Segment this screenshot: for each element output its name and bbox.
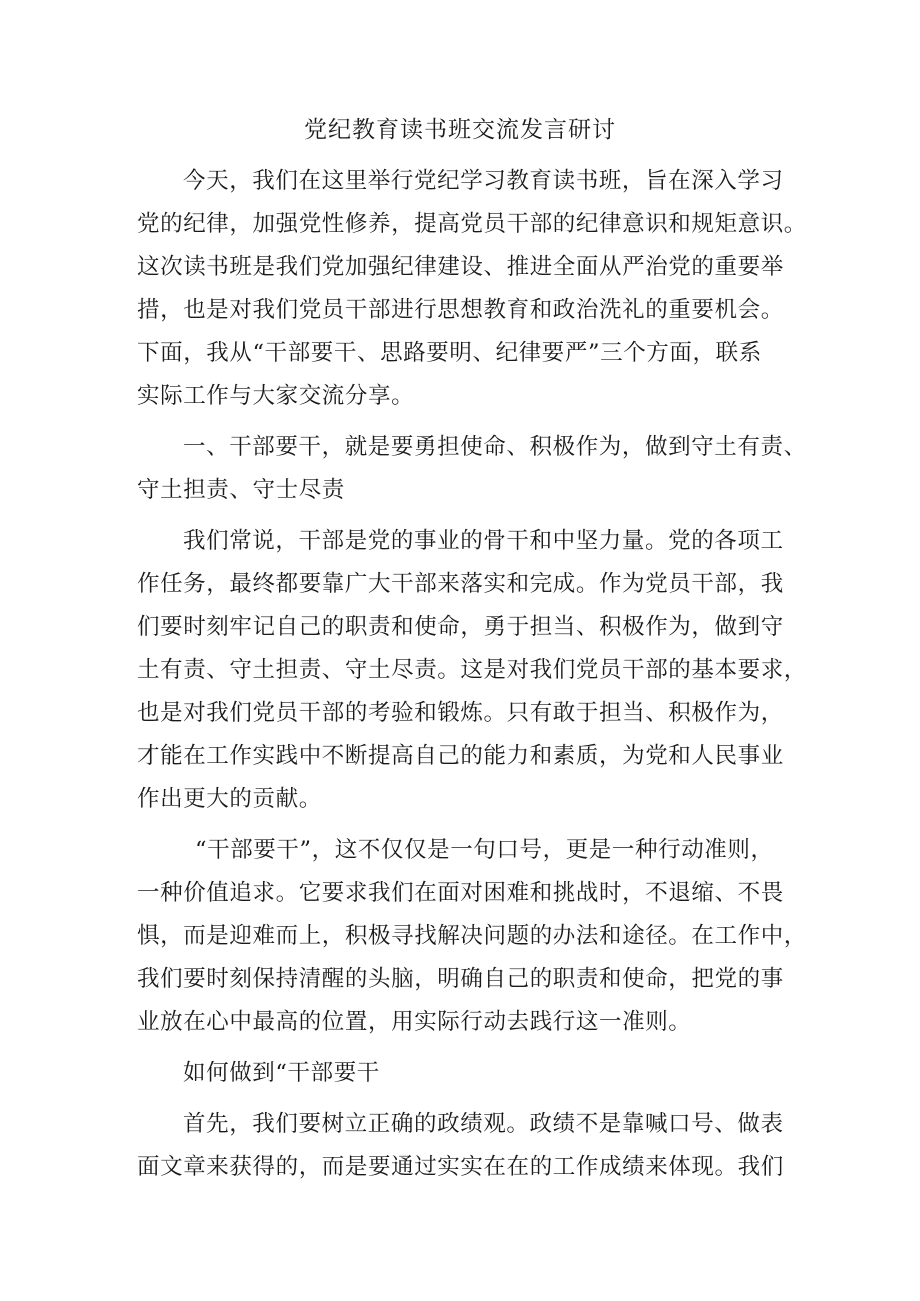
text-line: 党的纪律，加强党性修养，提高党员干部的纪律意识和规矩意识。 [137, 211, 807, 237]
text-line: 我们要时刻保持清醒的头脑，明确自己的职责和使命，把党的事 [137, 966, 784, 992]
text-line: 土有责、守土担责、守土尽责。这是对我们党员干部的基本要求， [137, 657, 807, 683]
text-line: 也是对我们党员干部的考验和锻炼。只有敢于担当、积极作为， [137, 700, 784, 726]
text-line: 们要时刻牢记自己的职责和使命，勇于担当、积极作为，做到守 [137, 614, 784, 640]
text-line: 实际工作与大家交流分享。 [137, 383, 415, 409]
text-line: 今天，我们在这里举行党纪学习教育读书班，旨在深入学习 [183, 168, 784, 194]
text-line: 作出更大的贡献。 [137, 786, 322, 812]
text-line: 才能在工作实践中不断提高自己的能力和素质，为党和人民事业 [137, 743, 784, 769]
document-title: 党纪教育读书班交流发言研讨 [304, 117, 616, 143]
text-line: 一种价值追求。它要求我们在面对困难和挑战时，不退缩、不畏 [137, 880, 784, 906]
text-line: 惧，而是迎难而上，积极寻找解决问题的办法和途径。在工作中， [137, 923, 807, 949]
section-heading-line: 一、干部要干，就是要勇担使命、积极作为，做到守土有责、 [183, 434, 807, 460]
text-line: “干部要干”，这不仅仅是一句口号，更是一种行动准则， [195, 837, 774, 863]
text-line: 这次读书班是我们党加强纪律建设、推进全面从严治党的重要举 [137, 254, 784, 280]
section-heading-line: 守土担责、守士尽责 [137, 477, 345, 503]
subheading-line: 如何做到“干部要干 [183, 1060, 380, 1086]
text-line: 作任务，最终都要靠广大干部来落实和完成。作为党员干部，我 [137, 571, 784, 597]
document-body [137, 160, 805, 1189]
text-line: 业放在心中最高的位置，用实际行动去践行这一准则。 [137, 1009, 692, 1035]
text-line: 面文章来获得的，而是要通过实实在在的工作成绩来体现。我们 [137, 1154, 784, 1180]
text-line: 措，也是对我们党员干部进行思想教育和政治洗礼的重要机会。 [137, 297, 784, 323]
text-line: 我们常说，干部是党的事业的骨干和中坚力量。党的各项工 [183, 528, 784, 554]
text-line: 首先，我们要树立正确的政绩观。政绩不是靠喊口号、做表 [183, 1111, 784, 1137]
text-line: 下面，我从“干部要干、思路要明、纪律要严”三个方面，联系 [137, 340, 762, 366]
